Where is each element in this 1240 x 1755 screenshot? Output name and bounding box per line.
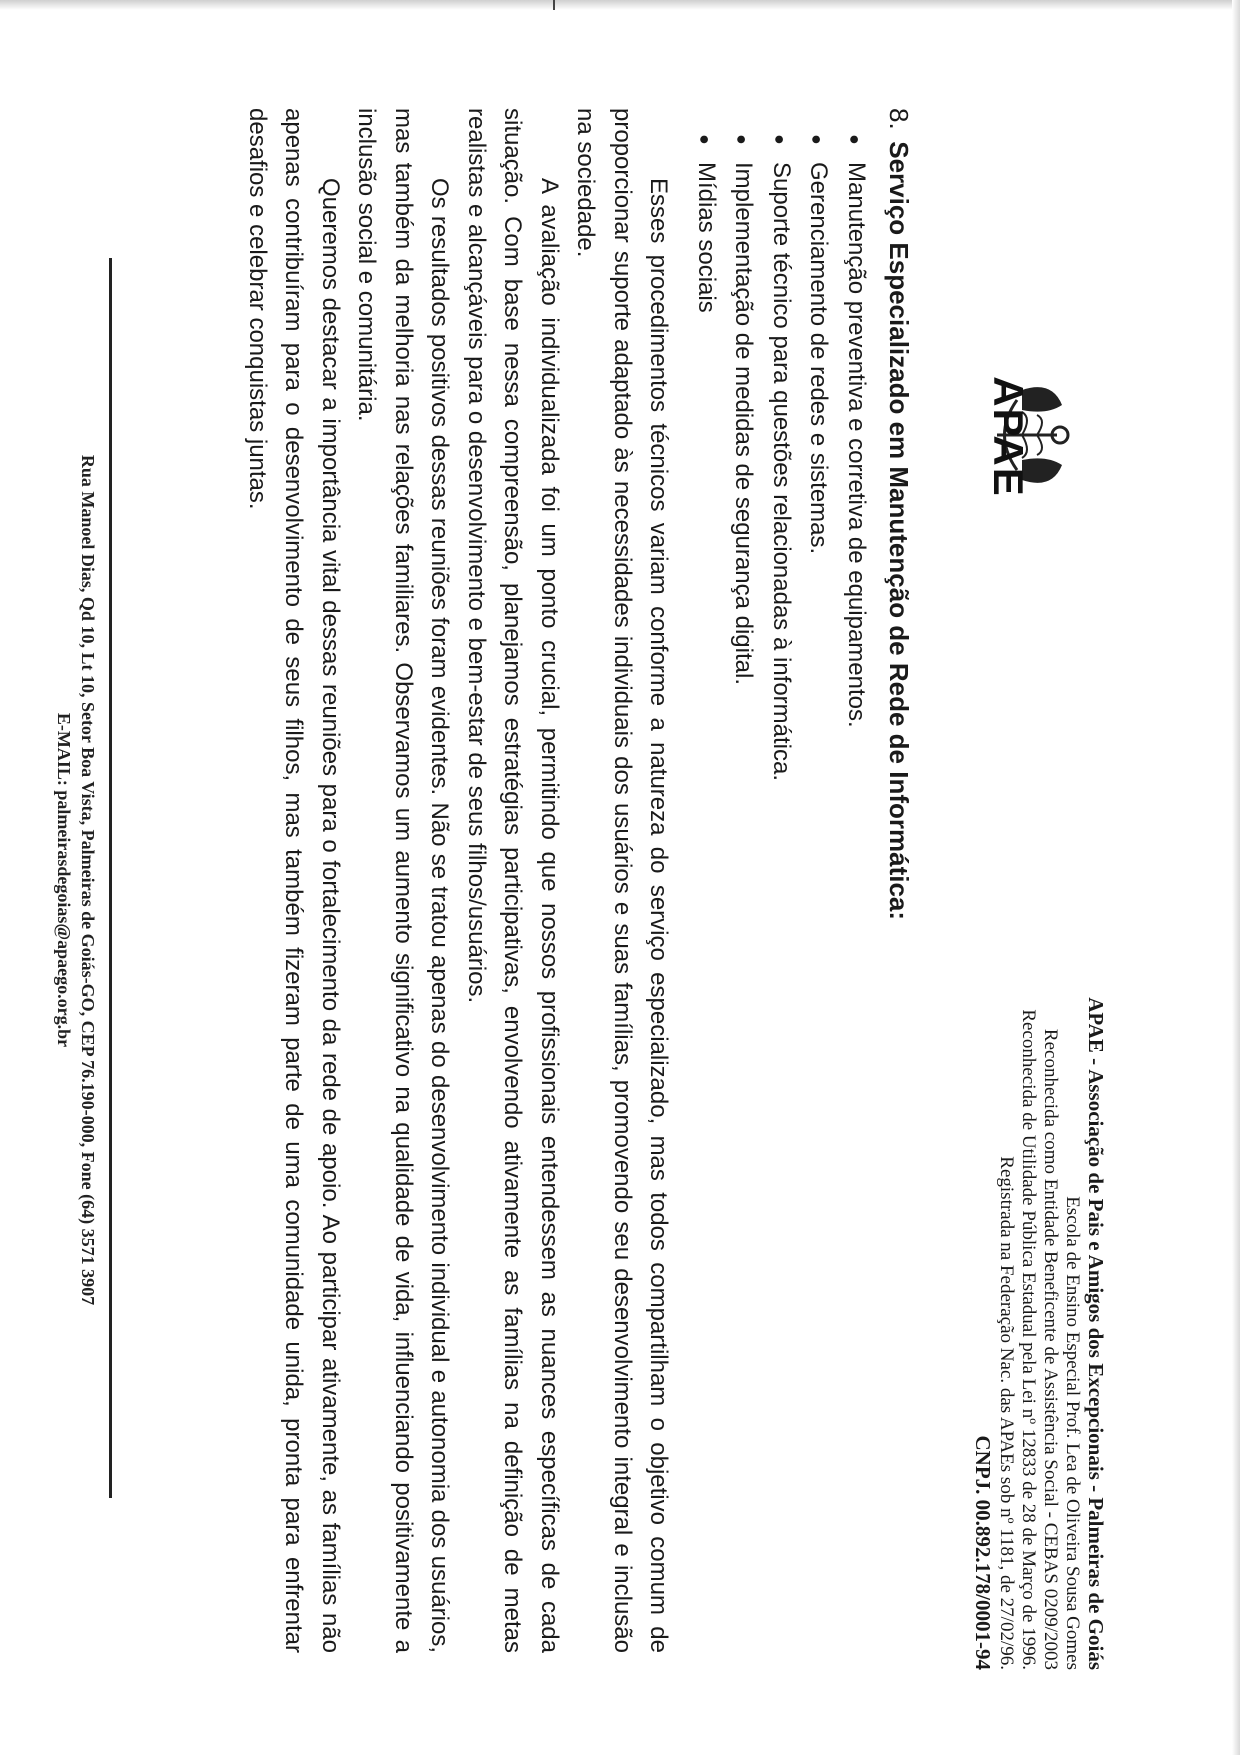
list-item (799, 134, 837, 1653)
paragraph: A avaliação individualizada foi um ponto crucial, permitindo que nossos profissionais entendessem as nuances específicas de cada situação. Com base nessa compreensão, planejamos estratégias participativas, envolvendo ativamente as famílias na definição de metas realistas e alcançáveis para o desenvolvimento e bem-estar de seus filhos/usuários. (463, 108, 563, 1653)
section-number: 8. (884, 108, 914, 130)
org-name: APAE - Associação de Pais e Amigos dos Excepcionais - Palmeiras de Goiás (1084, 997, 1108, 1670)
bullet-icon: ● (695, 134, 715, 145)
paragraph: Queremos destacar a importância vital dessas reuniões para o fortalecimento da rede de apoio. Ao participar ativamente, as famílias não apenas contribuíram para o desenvolvimento de seus filhos, mas também fizeram parte de uma comunidade unida, pronta para enfrentar desafios e celebrar conquistas juntas. (244, 108, 344, 1653)
footer-email: E-MAIL: palmeirasdegoias@apaego.org.br (54, 712, 74, 1048)
list-item (687, 134, 725, 1653)
list-item (762, 134, 800, 1653)
service-list (687, 108, 875, 1653)
footer (52, 200, 100, 1560)
bullet-icon: ● (732, 134, 753, 145)
list-item-text: Manutenção preventiva e corretiva de equipamentos. (843, 162, 870, 728)
logo-wordmark: APAE (985, 376, 1032, 498)
bullet-icon: ● (807, 134, 828, 145)
public-utility-recognition: Reconhecida de Utilidade Pública Estadual pela Lei nº 12833 de 28 de Março de 1996. (1018, 1009, 1039, 1670)
cebas-recognition: Reconhecida como Entidade Beneficente de Assistência Social - CEBAS 0209/2003 (1040, 1028, 1061, 1670)
federation-registration: Registrada na Federação Nac. das APAEs sob nº 1181, de 27/02/96. (996, 1156, 1017, 1670)
cnpj: CNPJ. 00.892.178/0001-94 (971, 1435, 995, 1670)
list-item (724, 134, 762, 1653)
paragraph: Esses procedimentos técnicos variam conforme a natureza do serviço especializado, mas todos compartilham o objetivo comum de proporcionar suporte adaptado às necessidades individuais dos usuários e suas famílias, promovendo seu desenvolvimento integral e inclusão na sociedade. (572, 108, 673, 1653)
section-heading (880, 108, 918, 1653)
footer-divider (109, 258, 112, 1498)
bullet-icon: ● (845, 134, 865, 145)
letterhead (970, 560, 1108, 1670)
paragraph: Os resultados positivos dessas reuniões foram evidentes. Não se tratou apenas do desenvolvimento individual e autonomia dos usuários, mas também da melhoria nas relações familiares. Observamos um aumento significativo na qualidade de vida, influenciando positivamente a inclusão social e comunitária. (353, 108, 454, 1653)
school-name: Escola de Ensino Especial Prof. Lea de Oliveira Sousa Gomes (1062, 1196, 1083, 1670)
list-item-text: Mídias sociais (693, 162, 720, 313)
bullet-icon: ● (770, 134, 790, 145)
section-title: Serviço Especializado em Manutenção de Rede de Informática: (884, 141, 914, 921)
list-item-text: Implementação de medidas de segurança digital. (730, 162, 758, 685)
list-item (837, 134, 875, 1653)
list-item-text: Suporte técnico para questões relacionadas à informática. (768, 162, 795, 782)
list-item-text: Gerenciamento de redes e sistemas. (805, 162, 833, 555)
footer-address: Rua Manoel Dias, Qd 10, Lt 10, Setor Boa Vista, Palmeiras de Goiás-GO, CEP 76.190-000, Fone (64) 3571 3907 (78, 454, 98, 1306)
document-body (239, 108, 919, 1653)
